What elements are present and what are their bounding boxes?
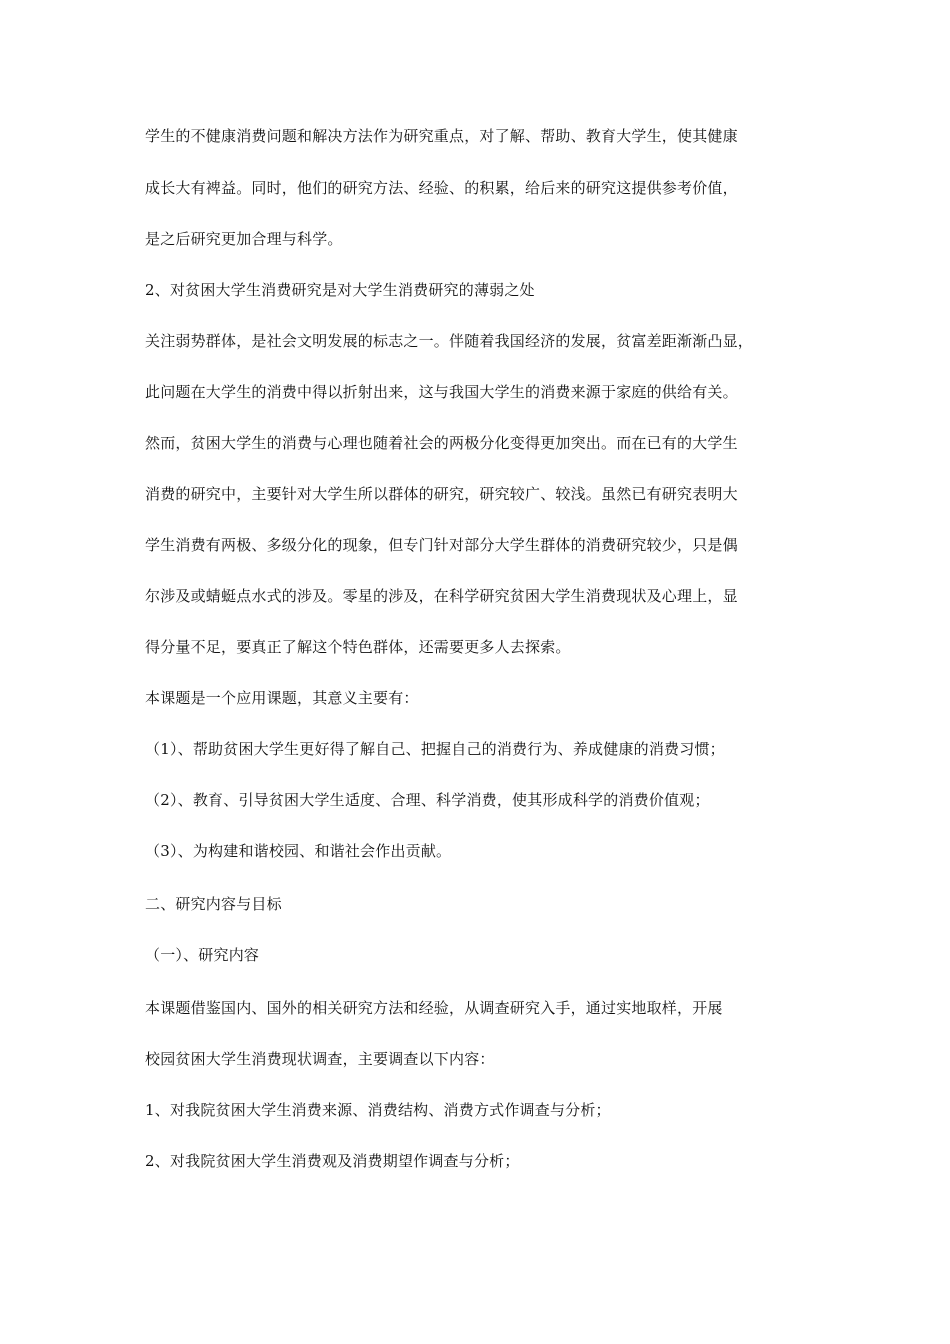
paragraph-line: 学生的不健康消费问题和解决方法作为研究重点，对了解、帮助、教育大学生，使其健康: [145, 127, 738, 145]
paragraph-line: 本课题是一个应用课题，其意义主要有：: [145, 689, 419, 707]
list-item: 1、对我院贫困大学生消费来源、消费结构、消费方式作调查与分析；: [145, 1101, 611, 1119]
paragraph-line: 学生消费有两极、多级分化的现象，但专门针对部分大学生群体的消费研究较少，只是偶: [145, 536, 738, 554]
section-heading: 二、研究内容与目标: [145, 895, 282, 913]
paragraph-line: 然而，贫困大学生的消费与心理也随着社会的两极分化变得更加突出。而在已有的大学生: [145, 434, 738, 452]
subsection-heading: （一）、研究内容: [145, 946, 260, 964]
list-item: （3）、为构建和谐校园、和谐社会作出贡献。: [145, 842, 452, 860]
paragraph-line: 关注弱势群体，是社会文明发展的标志之一。伴随着我国经济的发展，贫富差距渐渐凸显，: [145, 332, 754, 350]
paragraph-line: 成长大有裨益。同时，他们的研究方法、经验、的积累，给后来的研究这提供参考价值，: [145, 179, 738, 197]
paragraph-line: 得分量不足，要真正了解这个特色群体，还需要更多人去探索。: [145, 638, 571, 656]
list-item: （1）、帮助贫困大学生更好得了解自己、把握自己的消费行为、养成健康的消费习惯；: [145, 740, 725, 758]
section-heading: 2、对贫困大学生消费研究是对大学生消费研究的薄弱之处: [145, 281, 535, 299]
paragraph-line: 本课题借鉴国内、国外的相关研究方法和经验，从调查研究入手，通过实地取样，开展: [145, 999, 723, 1017]
list-item: 2、对我院贫困大学生消费观及消费期望作调查与分析；: [145, 1152, 520, 1170]
paragraph-line: 校园贫困大学生消费现状调查，主要调查以下内容：: [145, 1050, 495, 1068]
paragraph-line: 尔涉及或蜻蜓点水式的涉及。零星的涉及，在科学研究贫困大学生消费现状及心理上，显: [145, 587, 738, 605]
paragraph-line: 是之后研究更加合理与科学。: [145, 230, 343, 248]
list-item: （2）、教育、引导贫困大学生适度、合理、科学消费，使其形成科学的消费价值观；: [145, 791, 710, 809]
paragraph-line: 此问题在大学生的消费中得以折射出来，这与我国大学生的消费来源于家庭的供给有关。: [145, 383, 738, 401]
paragraph-line: 消费的研究中，主要针对大学生所以群体的研究，研究较广、较浅。虽然已有研究表明大: [145, 485, 738, 503]
